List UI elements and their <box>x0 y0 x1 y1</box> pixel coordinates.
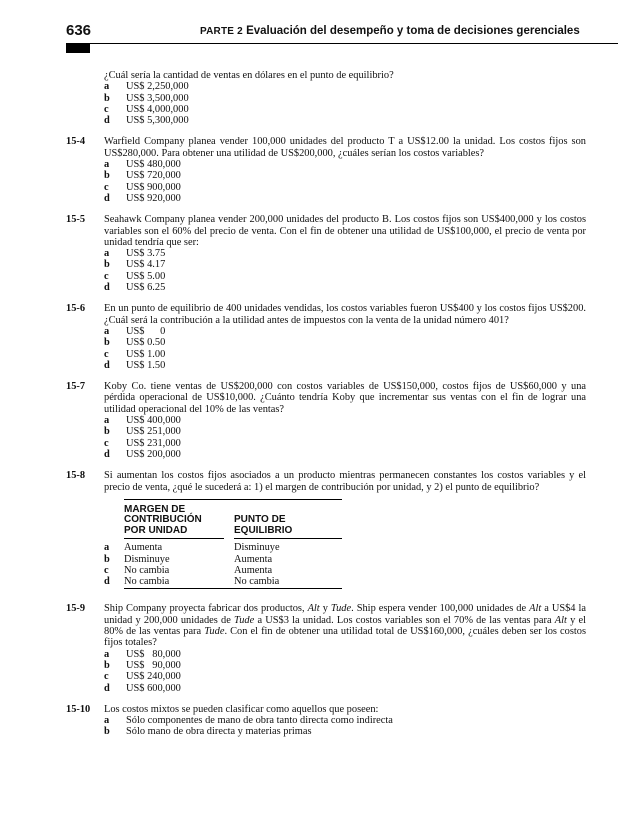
row-cell: Aumenta <box>124 542 163 554</box>
page-number: 636 <box>66 22 92 39</box>
question-number: 15-8 <box>66 470 86 482</box>
option-text: US$ 5.00 <box>126 270 166 282</box>
row-cell: Aumenta <box>234 564 273 576</box>
option <box>104 159 586 170</box>
header-line: POR UNIDAD <box>124 524 188 536</box>
option-text: US$ 240,000 <box>126 671 181 683</box>
question-text: Los costos mixtos se pueden clasificar como aquellos que poseen: <box>104 703 379 715</box>
header-block-marker <box>66 44 90 53</box>
option-letter: d <box>104 192 110 204</box>
column-header-breakeven <box>234 515 342 536</box>
answer-table <box>104 499 342 590</box>
option-letter: b <box>104 337 110 349</box>
option-letter: b <box>104 426 110 438</box>
question-15-7 <box>66 381 586 460</box>
option <box>104 683 586 694</box>
option-letter: c <box>104 348 109 360</box>
row-letter: c <box>104 564 109 576</box>
option-letter: c <box>104 671 109 683</box>
column-header-margin <box>124 505 234 537</box>
question-text <box>104 603 586 648</box>
question-15-8 <box>66 470 586 589</box>
option-letter: d <box>104 448 110 460</box>
option <box>104 93 586 104</box>
question-text: Seahawk Company planea vender 200,000 unidades del producto B. Los costos fijos son US$400,000 y los costos variables son el 60% del precio de venta. Con el fin de obtener una utilidad de US$100,000, el precio de venta por unidad tendría que ser: <box>104 214 586 248</box>
option <box>104 81 586 92</box>
header-line: CONTRIBUCIÓN <box>124 514 202 526</box>
option-text: US$ 90,000 <box>126 659 181 671</box>
product-name-tude: Tude <box>234 614 255 626</box>
option-text: US$ 251,000 <box>126 426 181 438</box>
questions-content <box>66 70 586 738</box>
header-line: PUNTO DE <box>234 514 286 526</box>
option-letter: a <box>104 715 110 727</box>
option-text: US$ 80,000 <box>126 648 181 660</box>
option-text: US$ 1.00 <box>126 348 166 360</box>
product-name-alt: Alt <box>554 614 567 626</box>
row-cell: No cambia <box>234 576 280 588</box>
option-text: US$ 6.25 <box>126 282 166 294</box>
option-letter: b <box>104 259 110 271</box>
option-letter: a <box>104 159 110 171</box>
option-text: US$ 480,000 <box>126 159 181 171</box>
question-text: Warfield Company planea vender 100,000 unidades del producto T a US$12.00 la unidad. Los costos fijos son US$280,000. Para obtener una utilidad de US$200,000, ¿cuáles serían los costos variables? <box>104 136 586 159</box>
table-rule-bottom <box>124 588 342 589</box>
question-number: 15-5 <box>66 214 86 226</box>
part-label: PARTE 2 <box>200 26 243 37</box>
option-text: Sólo mano de obra directa y materias primas <box>126 726 312 738</box>
option <box>104 438 586 449</box>
question-number: 15-4 <box>66 136 86 148</box>
product-name-tude: Tude <box>204 626 225 638</box>
option-letter: a <box>104 248 110 260</box>
option-text: US$ 0.50 <box>126 337 166 349</box>
option-text: Sólo componentes de mano de obra tanto directa como indirecta <box>126 715 393 727</box>
option <box>104 170 586 181</box>
row-letter: d <box>104 576 110 588</box>
option <box>104 426 586 437</box>
question-number: 15-10 <box>66 703 91 715</box>
table-header <box>124 500 342 537</box>
option-letter: c <box>104 270 109 282</box>
option-text: US$ 920,000 <box>126 192 181 204</box>
option-letter: a <box>104 325 110 337</box>
option <box>104 259 586 270</box>
option-text: US$ 200,000 <box>126 448 181 460</box>
option-text: US$ 4,000,000 <box>126 103 189 115</box>
row-letter: b <box>104 553 110 565</box>
option-letter: c <box>104 181 109 193</box>
option <box>104 671 586 682</box>
option <box>104 360 586 371</box>
option-letter: d <box>104 115 110 127</box>
option-text: US$ 600,000 <box>126 682 181 694</box>
option-text: US$ 1.50 <box>126 359 166 371</box>
question-15-6 <box>66 303 586 371</box>
row-cell: Disminuye <box>234 542 280 554</box>
option <box>104 326 586 337</box>
question-text: ¿Cuál sería la cantidad de ventas en dólares en el punto de equilibrio? <box>104 70 394 81</box>
header-rule <box>66 43 618 44</box>
option-text: US$ 0 <box>126 325 166 337</box>
table-row <box>104 542 342 553</box>
option-letter: b <box>104 170 110 182</box>
option-letter: b <box>104 659 110 671</box>
question-text: Koby Co. tiene ventas de US$200,000 con costos variables de US$150,000, costos fijos de US$60,000 y una pérdida operacional de US$10,000. ¿Cuánto tendría Koby que incrementar sus ventas con el fin de lograr una utilidad operacional del 10% de las ventas? <box>104 381 586 415</box>
question-15-5 <box>66 214 586 293</box>
option-letter: c <box>104 103 109 115</box>
option-letter: c <box>104 437 109 449</box>
option-text: US$ 3,500,000 <box>126 92 189 104</box>
option <box>104 271 586 282</box>
option <box>104 282 586 293</box>
option <box>104 726 586 737</box>
text-run: a US$4 la unidad y 200,000 unidades de <box>104 603 587 626</box>
question-number: 15-7 <box>66 381 86 393</box>
product-name-alt: Alt <box>307 603 320 615</box>
option-text: US$ 720,000 <box>126 170 181 182</box>
row-cell: No cambia <box>124 564 170 576</box>
part-title: Evaluación del desempeño y toma de decisiones gerenciales <box>246 25 580 37</box>
option-letter: b <box>104 92 110 104</box>
option <box>104 115 586 126</box>
text-run: y el 80% de las ventas para <box>104 614 587 638</box>
option <box>104 182 586 193</box>
text-run: . Con el fin de obtener una utilidad total de US$160,000, ¿cuáles deben ser los costos fijos totales? <box>104 626 587 649</box>
option <box>104 715 586 726</box>
option-letter: d <box>104 282 110 294</box>
option-text: US$ 3.75 <box>126 248 166 260</box>
table-header-rules <box>124 538 342 539</box>
product-name-alt: Alt <box>529 603 542 615</box>
option <box>104 649 586 660</box>
option <box>104 104 586 115</box>
row-cell: No cambia <box>124 576 170 588</box>
text-run: a US$3 la unidad. Los costos variables son el 70% de las ventas para <box>254 614 555 626</box>
question-15-10 <box>66 704 586 738</box>
option-text: US$ 5,300,000 <box>126 115 189 127</box>
table-row <box>104 576 342 587</box>
option <box>104 193 586 204</box>
option-letter: d <box>104 682 110 694</box>
question-15-9 <box>66 603 586 693</box>
header-line: EQUILIBRIO <box>234 524 293 536</box>
running-head <box>200 25 580 37</box>
option <box>104 449 586 460</box>
option-text: US$ 2,250,000 <box>126 81 189 93</box>
option <box>104 337 586 348</box>
option <box>104 248 586 259</box>
option <box>104 415 586 426</box>
option-text: US$ 231,000 <box>126 437 181 449</box>
row-cell: Aumenta <box>234 553 273 565</box>
question-text: Si aumentan los costos fijos asociados a un producto mientras permanecen constantes los costos variables y el precio de venta, ¿qué le sucederá a: 1) el margen de contribución por unidad, y 2) el punto de equilibrio? <box>104 470 586 493</box>
text-run: . Ship espera vender 100,000 unidades de <box>351 603 530 615</box>
option-letter: a <box>104 81 110 93</box>
header-line: MARGEN DE <box>124 503 186 515</box>
option-letter: a <box>104 648 110 660</box>
question-number: 15-6 <box>66 303 86 315</box>
question-continuation <box>66 70 586 126</box>
option-letter: a <box>104 415 110 427</box>
row-cell: Disminuye <box>124 553 170 565</box>
text-run: Ship Company proyecta fabricar dos productos, <box>104 603 308 615</box>
question-number: 15-9 <box>66 603 86 615</box>
row-letter: a <box>104 542 110 554</box>
option-letter: b <box>104 726 110 738</box>
option <box>104 660 586 671</box>
option <box>104 349 586 360</box>
product-name-tude: Tude <box>330 603 352 615</box>
table-row <box>104 554 342 565</box>
option-letter: d <box>104 359 110 371</box>
question-15-4 <box>66 136 586 204</box>
option-text: US$ 4.17 <box>126 259 166 271</box>
question-text: En un punto de equilibrio de 400 unidades vendidas, los costos variables fueron US$400 y los costos fijos US$200. ¿Cuál será la contribución a la utilidad antes de impuestos con la venta de la unidad número 401? <box>104 303 586 326</box>
option-text: US$ 900,000 <box>126 181 181 193</box>
text-run: y <box>319 603 331 615</box>
table-row <box>104 565 342 576</box>
option-text: US$ 400,000 <box>126 415 181 427</box>
